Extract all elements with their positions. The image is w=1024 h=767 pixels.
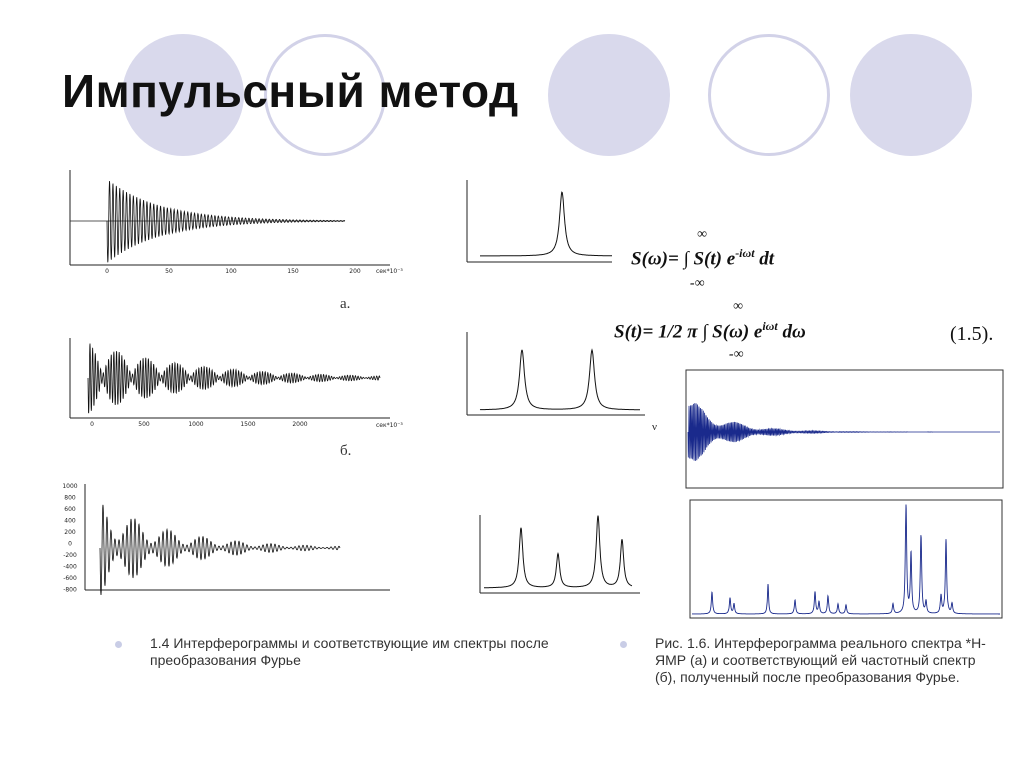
formula2-exponent: iωt: [762, 319, 778, 333]
tick-label-b: 1500: [240, 421, 256, 428]
tick-label-c-y: 1000: [62, 483, 78, 490]
axis-unit-a: сек*10⁻³: [376, 268, 403, 275]
tick-label-c-y: 600: [64, 506, 76, 513]
formula1-exponent: -iωt: [735, 246, 755, 260]
formula-fourier-forward: [631, 246, 774, 270]
tick-label-b: 500: [138, 421, 150, 428]
fid-trace-c: [100, 505, 340, 595]
page-title: Импульсный метод: [62, 65, 519, 117]
formula2-tail: dω: [777, 321, 806, 343]
formula-fourier-inverse: [614, 319, 806, 343]
tick-label-b: 1000: [188, 421, 204, 428]
formula1-lower-limit: -∞: [690, 276, 705, 291]
caption-right: Рис. 1.6. Интерферограмма реального спектра *Н-ЯМР (а) и соответствующий ей частотный спектр (б), полученный после преобразования Фурье.: [655, 635, 986, 685]
caption-bullet-right: [620, 641, 627, 648]
tick-label-c-y: -400: [63, 563, 77, 571]
tick-label-b: 0: [90, 421, 94, 428]
formula1-main: S(ω)= ∫ S(t) e: [631, 248, 736, 270]
spectrum-trace-a: [480, 192, 612, 256]
figure-label-b: б.: [340, 443, 352, 459]
nmr-spectrum-panel: [690, 500, 1002, 618]
tick-label-a: 0: [105, 268, 109, 275]
axis-unit-b: сек*10⁻³: [376, 422, 403, 429]
spectrum-plot-c: [480, 515, 640, 593]
tick-label-a: 50: [165, 268, 173, 275]
spectrum-trace-b: [480, 350, 640, 410]
formula2-upper-limit: ∞: [733, 299, 743, 314]
spectrum-trace-c: [484, 516, 632, 588]
fid-trace-b: [88, 344, 380, 414]
tick-label-c-y: 200: [64, 529, 76, 536]
tick-label-b: 2000: [292, 421, 308, 428]
equation-number: (1.5).: [950, 323, 994, 345]
tick-label-c-y: 0: [68, 540, 72, 548]
formula2-lower-limit: -∞: [729, 347, 744, 362]
tick-label-c-y: -200: [63, 552, 77, 559]
freq-axis-letter: ν: [652, 421, 657, 433]
tick-label-c-y: -800: [63, 586, 77, 594]
spectrum-plot-b: [467, 332, 645, 415]
figure-label-a: а.: [340, 296, 351, 312]
fid-plot-b: [70, 338, 390, 418]
spectrum-plot-a: [467, 180, 612, 262]
tick-label-c-y: 400: [64, 517, 76, 525]
tick-label-a: 200: [349, 268, 361, 275]
tick-label-a: 150: [287, 268, 299, 275]
fid-plot-a: [70, 170, 390, 265]
formula1-tail: dt: [754, 248, 775, 270]
fid-trace-a: [107, 181, 345, 262]
caption-bullet-left: [115, 641, 122, 648]
tick-label-a: 100: [225, 268, 237, 275]
formula1-upper-limit: ∞: [697, 227, 707, 242]
tick-label-c-y: 800: [64, 494, 76, 502]
nmr-fid-panel: [686, 370, 1003, 488]
tick-label-c-y: -600: [63, 575, 77, 582]
formula2-main: S(t)= 1/2 π ∫ S(ω) e: [614, 321, 763, 343]
fid-plot-c: [85, 484, 390, 595]
caption-left: 1.4 Интерферограммы и соответствующие им спектры после преобразования Фурье: [150, 635, 549, 668]
